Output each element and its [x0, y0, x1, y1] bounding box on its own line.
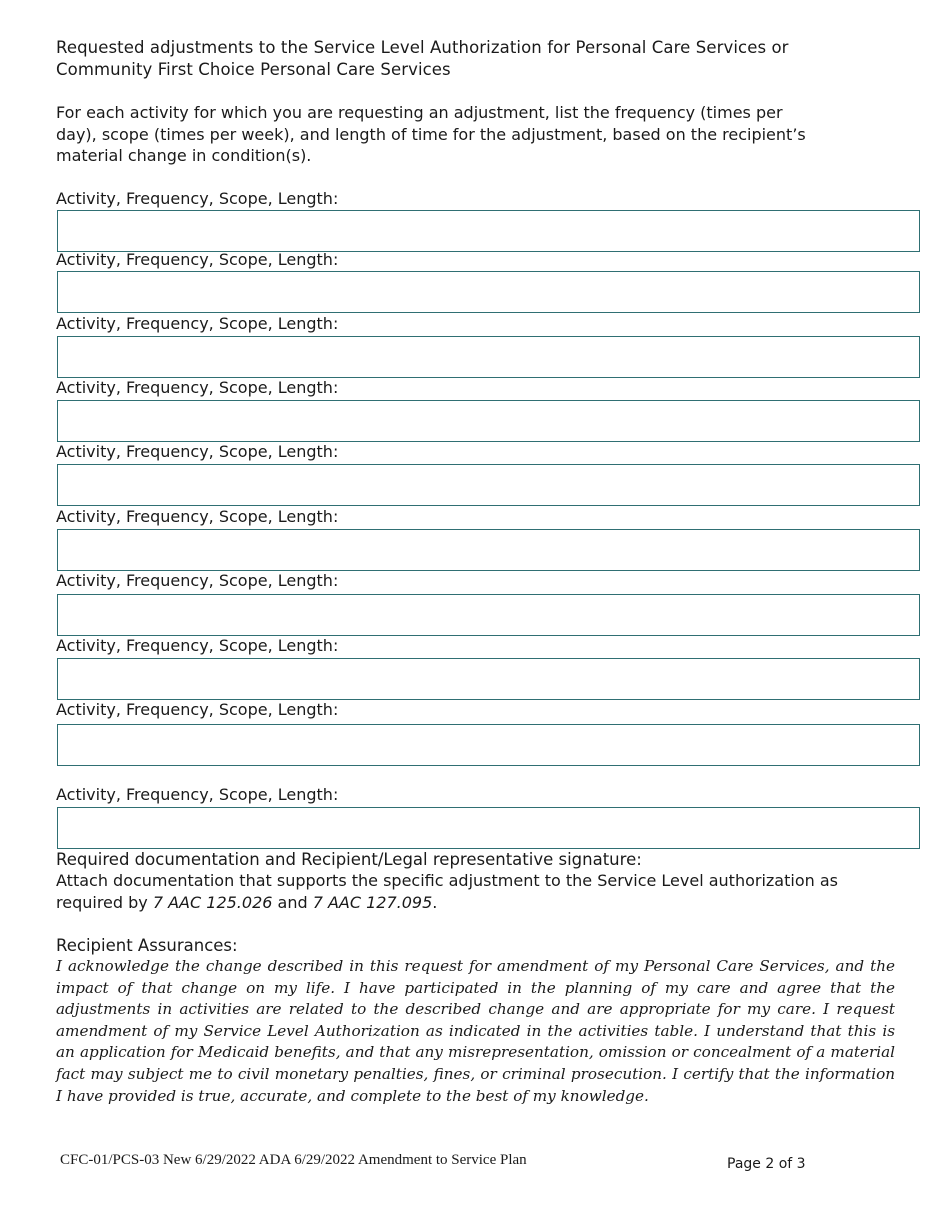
section-heading-line-1: Requested adjustments to the Service Level Authorization for Personal Care Services or [56, 38, 789, 57]
activity-field-3[interactable] [57, 336, 920, 378]
activity-field-label-6: Activity, Frequency, Scope, Length: [56, 507, 339, 526]
activity-field-5[interactable] [57, 464, 920, 506]
activity-field-label-4: Activity, Frequency, Scope, Length: [56, 378, 339, 397]
activity-field-2[interactable] [57, 271, 920, 313]
required-documentation-text [56, 870, 906, 914]
conjunction-and: and [272, 893, 313, 912]
activity-field-label-1: Activity, Frequency, Scope, Length: [56, 189, 339, 208]
activity-field-label-5: Activity, Frequency, Scope, Length: [56, 442, 339, 461]
activity-field-8[interactable] [57, 658, 920, 700]
activity-field-4[interactable] [57, 400, 920, 442]
activity-field-7[interactable] [57, 594, 920, 636]
section-heading [56, 37, 876, 81]
required-documentation-title: Required documentation and Recipient/Legal representative signature: [56, 850, 642, 869]
regulation-reference-2: 7 AAC 127.095 [312, 893, 433, 912]
recipient-assurances-text: I acknowledge the change described in this request for amendment of my Personal Care Services, and the impact of that change on my life. I have participated in the planning of my care and agree that the adjustments in activities are related to the described change and are appropriate for my care. I request amendment of my Service Level Authorization as indicated in the activities table. I understand that this is an application for Medicaid benefits, and that any misrepresentation, omission or concealment of a material fact may subject me to civil monetary penalties, fines, or criminal prosecution. I certify that the information I have provided is true, accurate, and complete to the best of my knowledge. [56, 957, 895, 1105]
activity-field-1[interactable] [57, 210, 920, 252]
section-heading-line-2: Community First Choice Personal Care Services [56, 60, 451, 79]
form-identifier: CFC-01/PCS-03 New 6/29/2022 ADA 6/29/2022 Amendment to Service Plan [60, 1152, 527, 1168]
activity-field-label-2: Activity, Frequency, Scope, Length: [56, 250, 339, 269]
instructions-text: For each activity for which you are requesting an adjustment, list the frequency (times per day), scope (times per week), and length of time for the adjustment, based on the recipient’s material change in condition(s). [56, 103, 806, 165]
activity-field-10[interactable] [57, 807, 920, 849]
sentence-period: . [432, 893, 438, 912]
activity-field-9[interactable] [57, 724, 920, 766]
activity-field-label-3: Activity, Frequency, Scope, Length: [56, 314, 339, 333]
page-number: Page 2 of 3 [727, 1156, 806, 1172]
recipient-assurances-title: Recipient Assurances: [56, 936, 238, 955]
regulation-reference-1: 7 AAC 125.026 [152, 893, 273, 912]
activity-field-label-7: Activity, Frequency, Scope, Length: [56, 571, 339, 590]
required-documentation-body: Attach documentation that supports the specific adjustment to the Service Level authorization as required by [56, 871, 838, 912]
activity-field-label-8: Activity, Frequency, Scope, Length: [56, 636, 339, 655]
activity-field-label-9: Activity, Frequency, Scope, Length: [56, 700, 339, 719]
activity-field-label-10: Activity, Frequency, Scope, Length: [56, 785, 339, 804]
activity-field-6[interactable] [57, 529, 920, 571]
